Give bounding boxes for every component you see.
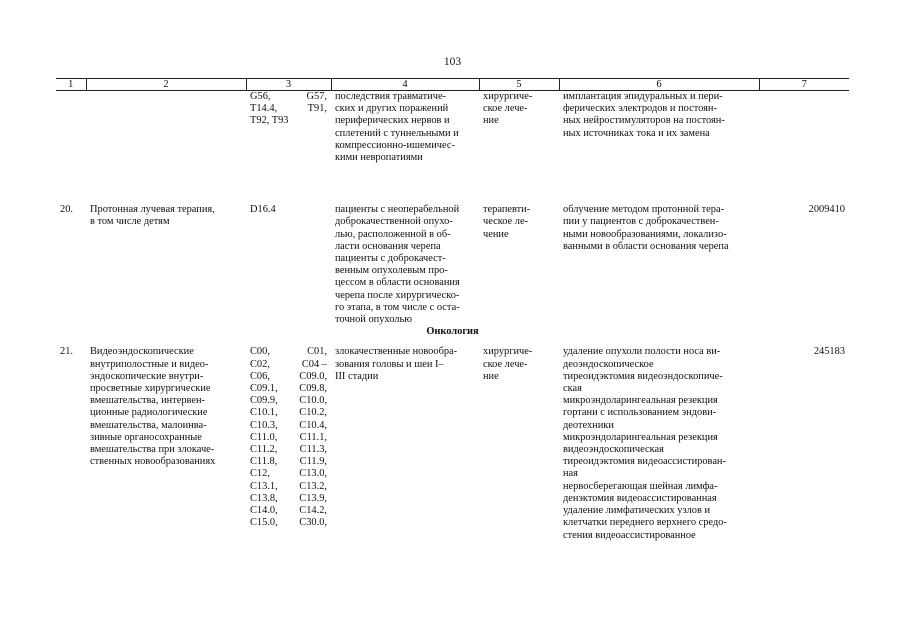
text-line: в том числе детям — [90, 216, 170, 228]
code: C10.0, — [299, 395, 327, 407]
text-line: вмешательства при злокаче- — [90, 444, 215, 456]
text-line: деотехники — [563, 419, 614, 431]
code: T14.4, — [250, 103, 278, 115]
cell-codes — [246, 338, 331, 541]
text-line: ционные радиологические — [90, 407, 208, 419]
text-line: доброкачественной опухо- — [335, 216, 453, 228]
text-line: тиреоидэктомия видеоассистирован- — [563, 456, 726, 468]
code: C13.0, — [299, 468, 327, 480]
text-line: ных нейростимуляторов на постоян- — [563, 115, 725, 127]
code: C13.2, — [299, 480, 327, 492]
text-line: ние — [483, 370, 499, 382]
text-line: ными новообразованиями, локализо- — [563, 228, 727, 240]
table-row-20 — [56, 164, 849, 326]
code: C10.3, — [250, 419, 278, 431]
text-line: III стадии — [335, 370, 379, 382]
text-line: черепа после хирургическо- — [335, 289, 460, 301]
text-line: облучение методом протонной тера- — [563, 204, 725, 216]
code: C11.8, — [250, 456, 278, 468]
text-line: последствия травматиче- — [335, 91, 447, 102]
text-line: удаление опухоли полости носа ви- — [563, 346, 721, 358]
code: C30.0, — [299, 517, 327, 529]
code: C12, — [250, 468, 270, 480]
text-line: удаление лимфатических узлов и — [563, 505, 711, 517]
text-line: ласти основания черепа — [335, 240, 441, 252]
text-line: имплантация эпидуральных и пери- — [563, 91, 723, 102]
text-line: го этапа, в том числе с оста- — [335, 301, 460, 313]
text-line: микроэндоларингеальная резекция — [563, 431, 718, 443]
column-header-1: 1 — [56, 79, 86, 91]
text-line: ственных новообразованиях — [90, 456, 216, 468]
code: C14.2, — [299, 505, 327, 517]
text-line: деоэндоскопическое — [563, 358, 654, 370]
section-row — [56, 326, 849, 338]
text-line: клетчатки переднего верхнего средо- — [563, 517, 727, 529]
text-line: эндоскопические внутри- — [90, 370, 204, 382]
cell-treatment-method — [559, 164, 759, 326]
code: G57, — [306, 91, 327, 102]
text-line: ское лече- — [483, 103, 528, 115]
column-number-row — [56, 79, 849, 91]
text-line: лью, расположенной в об- — [335, 228, 451, 240]
text-line: Протонная лучевая терапия, — [90, 204, 215, 216]
text-line: кими невропатиями — [335, 152, 423, 164]
text-line: видеоэндоскопическая — [563, 444, 664, 456]
column-header-2: 2 — [86, 79, 246, 91]
text-line: денэктомия видеоассистированная — [563, 492, 717, 504]
text-line: просветные хирургические — [90, 383, 211, 395]
cell-num: 21. — [60, 346, 73, 358]
code: C00, — [250, 346, 270, 358]
text-line: терапевти- — [483, 204, 531, 216]
code: C14.0, — [250, 505, 278, 517]
code: C09.1, — [250, 383, 278, 395]
cell-cost — [759, 91, 849, 165]
text-line: микроэндоларингеальная резекция — [563, 395, 718, 407]
column-header-5: 5 — [479, 79, 559, 91]
text-line: сплетений с туннельными и — [335, 127, 459, 139]
section-title: Онкология — [426, 326, 479, 338]
cell-num — [56, 91, 86, 165]
text-line: ских и других поражений — [335, 103, 449, 115]
text-line: ское лече- — [483, 358, 528, 370]
column-header-4: 4 — [331, 79, 479, 91]
text-line: ных источниках тока и их замена — [563, 127, 710, 139]
text-line: хирургиче- — [483, 346, 533, 358]
code: C04 – — [301, 358, 327, 370]
code: C02, — [250, 358, 270, 370]
code: C11.1, — [299, 431, 327, 443]
text-line: пии у пациентов с доброкачествен- — [563, 216, 719, 228]
cell-cost: 245183 — [813, 346, 845, 358]
code: C15.0, — [250, 517, 278, 529]
text-line: венным опухолевым про- — [335, 265, 448, 277]
cell-treatment-type — [479, 91, 559, 165]
code: C13.8, — [250, 492, 278, 504]
text-line: ние — [483, 115, 499, 127]
text-line: внутриполостные и видео- — [90, 358, 209, 370]
code: T91, — [307, 103, 327, 115]
text-line: вмешательства, интервен- — [90, 395, 206, 407]
text-line: зивные органосохранные — [90, 431, 202, 443]
column-header-3: 3 — [246, 79, 331, 91]
text-line: периферических нервов и — [335, 115, 450, 127]
text-line: компрессионно-ишемичес- — [335, 139, 455, 151]
text-line: злокачественные новообра- — [335, 346, 458, 358]
text-line: вмешательства, малоинва- — [90, 419, 207, 431]
cell-treatment-method — [559, 91, 759, 165]
cell-codes — [246, 91, 331, 165]
code: C11.2, — [250, 444, 278, 456]
code: C13.1, — [250, 480, 278, 492]
code: C10.2, — [299, 407, 327, 419]
text-line: пациенты с доброкачест- — [335, 253, 446, 265]
code: C10.4, — [299, 419, 327, 431]
code: C09.9, — [250, 395, 278, 407]
cell-patient-model — [331, 91, 479, 165]
cell-num: 20. — [60, 204, 73, 216]
text-line: точной опухолью — [335, 314, 412, 326]
page-number: 103 — [443, 56, 462, 68]
text-line: цессом в области основания — [335, 277, 460, 289]
text-line: ферических электродов и постоян- — [563, 103, 717, 115]
table-row-continuation — [56, 91, 849, 165]
cell-name — [86, 338, 246, 541]
text-line: хирургиче- — [483, 91, 533, 102]
text-line: стения видеоассистированное — [563, 529, 696, 541]
column-header-6: 6 — [559, 79, 759, 91]
column-header-7: 7 — [759, 79, 849, 91]
text-line: тиреоидэктомия видеоэндоскопиче- — [563, 370, 723, 382]
code: C06, — [250, 370, 270, 382]
code: C10.1, — [250, 407, 278, 419]
cell-treatment-type — [479, 338, 559, 541]
text-line: ная — [563, 468, 578, 480]
cell-name — [86, 91, 246, 165]
code: C11.9, — [299, 456, 327, 468]
code: C09.0, — [299, 370, 327, 382]
table-row-21 — [56, 338, 849, 541]
cell-patient-model — [331, 164, 479, 326]
text-line: ванными в области основания черепа — [563, 240, 729, 252]
code: C11.0, — [250, 431, 278, 443]
cell-patient-model — [331, 338, 479, 541]
code: C11.3, — [299, 444, 327, 456]
cell-treatment-type — [479, 164, 559, 326]
text-line: ская — [563, 383, 582, 395]
code: T92, T93 — [250, 115, 289, 127]
text-line: Видеоэндоскопические — [90, 346, 194, 358]
code: C01, — [307, 346, 327, 358]
code: C13.9, — [299, 492, 327, 504]
cell-treatment-method — [559, 338, 759, 541]
cell-cost: 2009410 — [808, 204, 845, 216]
text-line: пациенты с неоперабельной — [335, 204, 460, 216]
text-line: нервосберегающая шейная лимфа- — [563, 480, 718, 492]
cell-codes: D16.4 — [250, 204, 276, 216]
code: G56, — [250, 91, 271, 102]
text-line: гортани с использованием эндови- — [563, 407, 717, 419]
text-line: ческое ле- — [483, 216, 529, 228]
cell-name — [86, 164, 246, 326]
text-line: чение — [483, 228, 509, 240]
text-line: зования головы и шеи I– — [335, 358, 444, 370]
code: C09.8, — [299, 383, 327, 395]
medical-care-table — [56, 78, 849, 542]
